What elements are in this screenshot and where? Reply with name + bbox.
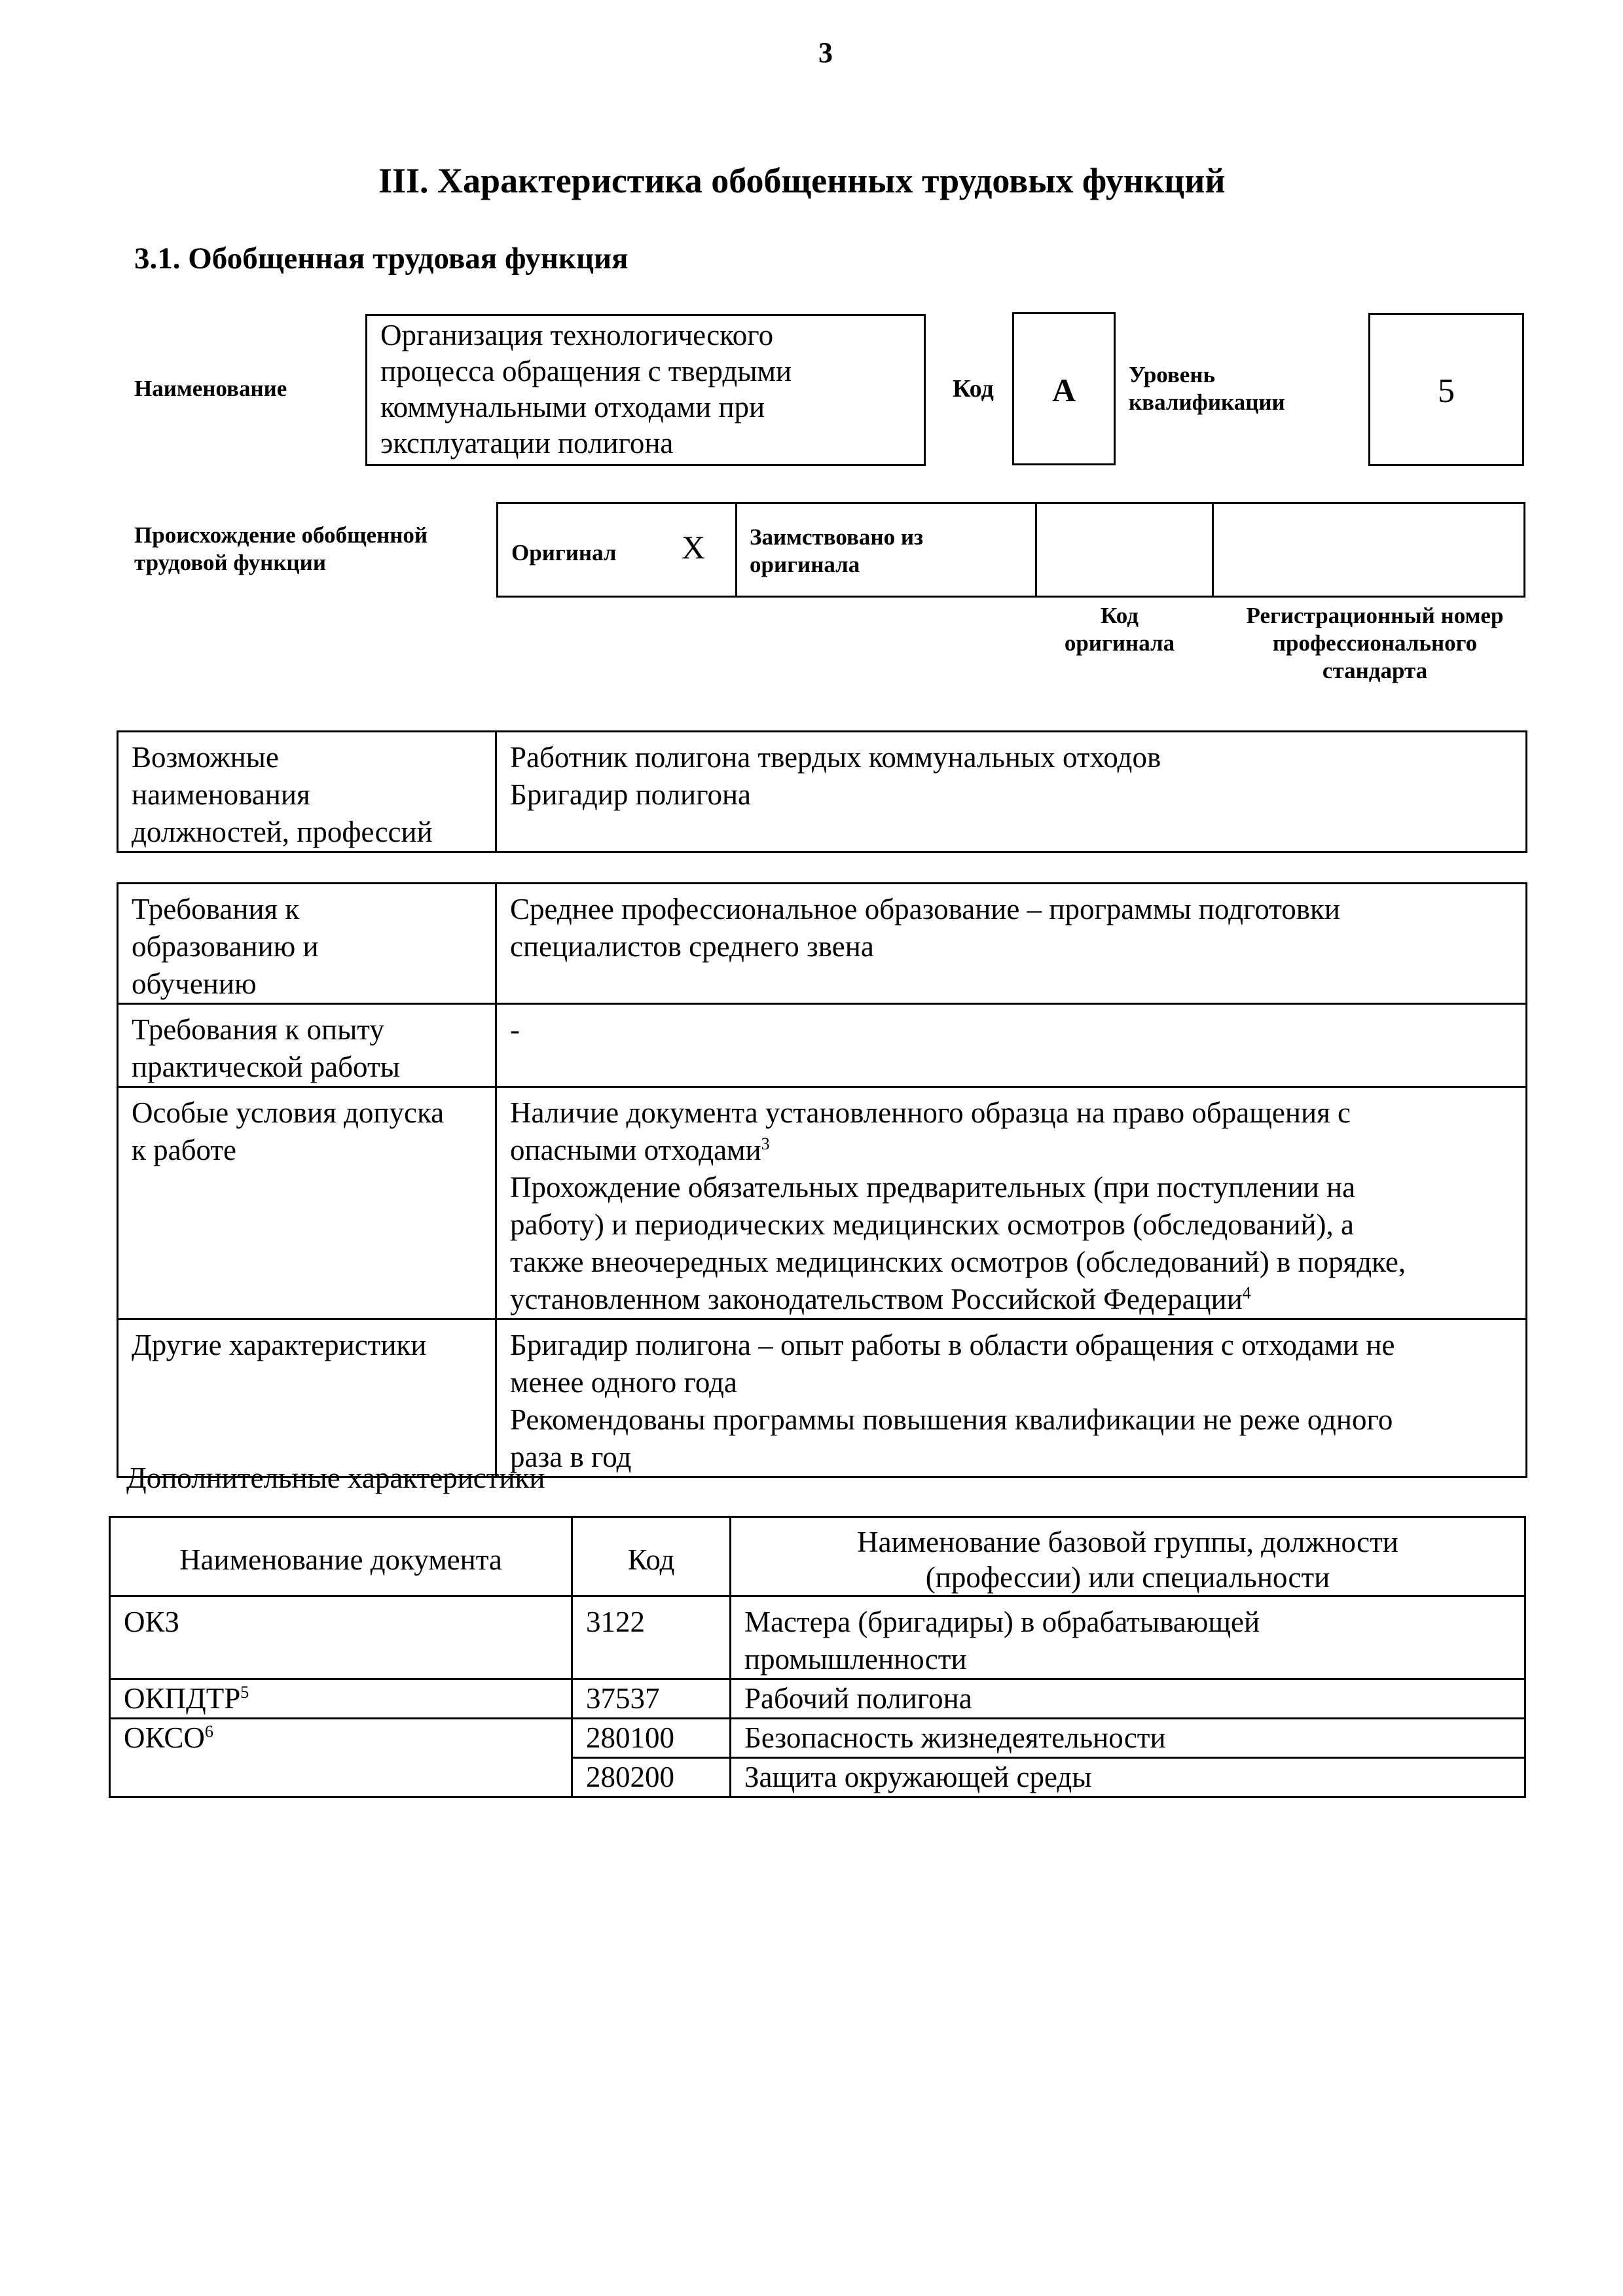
cell-line: также внеочередных медицинских осмотров (обследований) в порядке, <box>510 1246 1406 1278</box>
table-row <box>118 1004 1527 1087</box>
table-row <box>118 1087 1527 1319</box>
cell-line: Среднее профессиональное образование – программы подготовки <box>510 893 1340 925</box>
code-value: А <box>1051 372 1076 408</box>
education-value <box>496 884 1527 1004</box>
cell-text: ОКСО <box>124 1721 205 1754</box>
level-label <box>1129 361 1285 416</box>
table-row <box>118 884 1527 1004</box>
header-line: Наименование базовой группы, должности <box>857 1526 1398 1558</box>
code-label: Код <box>953 375 994 403</box>
cell-line: Требования к опыту <box>132 1013 384 1046</box>
header-code: Код <box>572 1517 731 1596</box>
cell-line: наименования <box>132 778 310 811</box>
doc-cell <box>110 1719 572 1797</box>
positions-value <box>496 732 1527 852</box>
name-cell: Защита окружающей среды <box>731 1758 1525 1797</box>
code-cell: 280200 <box>572 1758 731 1797</box>
table-row <box>118 732 1527 852</box>
cell-line: Прохождение обязательных предварительных (при поступлении на <box>510 1171 1356 1204</box>
code-cell: 3122 <box>572 1596 731 1679</box>
code-cell: 280100 <box>572 1719 731 1758</box>
footnote-ref: 3 <box>761 1134 770 1153</box>
positions-label <box>118 732 496 852</box>
reg-number-caption <box>1218 602 1532 685</box>
cell-line: образованию и <box>132 930 319 963</box>
footnote-ref: 6 <box>204 1722 213 1741</box>
cell-line: практической работы <box>132 1050 400 1083</box>
cell-line: Работник полигона твердых коммунальных отходов <box>510 741 1161 774</box>
level-label-line: квалификации <box>1129 389 1285 415</box>
cell-line: Особые условия допуска <box>132 1096 445 1129</box>
table-header-row <box>110 1517 1525 1596</box>
cell-text: ОКПДТР <box>124 1682 241 1715</box>
positions-table <box>117 730 1527 853</box>
table-row <box>110 1719 1525 1758</box>
cell-line: к работе <box>132 1134 237 1166</box>
origin-label-line: Происхождение обобщенной <box>134 522 428 548</box>
cell-line: менее одного года <box>510 1366 737 1399</box>
name-value <box>380 317 792 461</box>
cell-line <box>510 1132 1512 1169</box>
subsection-title: 3.1. Обобщенная трудовая функция <box>134 242 629 276</box>
footnote-ref: 5 <box>240 1683 249 1702</box>
caption-line: Регистрационный номер <box>1246 603 1504 628</box>
caption-line: оригинала <box>1064 630 1175 656</box>
code-box <box>1012 312 1116 465</box>
table-row <box>110 1679 1525 1719</box>
origin-label-line: трудовой функции <box>134 550 327 575</box>
section-title: III. Характеристика обобщенных трудовых функций <box>378 161 1226 200</box>
borrowed-label <box>750 524 923 579</box>
origin-label <box>134 522 428 577</box>
level-label-line: Уровень <box>1129 362 1216 387</box>
other-characteristics-value <box>496 1319 1527 1477</box>
special-conditions-value <box>496 1087 1527 1319</box>
name-line: коммунальными отходами при <box>380 391 765 423</box>
name-cell: Рабочий полигона <box>731 1679 1525 1719</box>
name-line: процесса обращения с твердыми <box>380 355 792 387</box>
cell-line: Наличие документа установленного образца на право обращения с <box>510 1096 1351 1129</box>
level-box <box>1368 313 1524 466</box>
cell-text: опасными отходами <box>510 1134 761 1166</box>
header-doc: Наименование документа <box>110 1517 572 1596</box>
cell-line: промышленности <box>744 1643 967 1676</box>
name-label: Наименование <box>134 376 287 401</box>
requirements-table <box>117 882 1527 1478</box>
name-line: Организация технологического <box>380 319 774 351</box>
cell-line: специалистов среднего звена <box>510 930 874 963</box>
name-line: эксплуатации полигона <box>380 427 674 459</box>
experience-label <box>118 1004 496 1087</box>
experience-value <box>496 1004 1527 1087</box>
caption-line: стандарта <box>1322 658 1428 683</box>
additional-table <box>109 1516 1526 1798</box>
table-row <box>118 1319 1527 1477</box>
name-cell: Безопасность жизнедеятельности <box>731 1719 1525 1758</box>
cell-line: раза в год <box>510 1441 632 1473</box>
origin-table <box>496 502 1525 598</box>
cell-text: установленном законодательством Российской Федерации <box>510 1283 1243 1316</box>
cell-line: Требования к <box>132 893 300 925</box>
education-label <box>118 884 496 1004</box>
borrowed-label-line: Заимствовано из <box>750 524 924 550</box>
cell-line: Возможные <box>132 741 279 774</box>
code-original-caption <box>1034 602 1205 657</box>
other-characteristics-label <box>118 1319 496 1477</box>
additional-caption: Дополнительные характеристики <box>126 1462 545 1494</box>
header-line: (профессии) или специальности <box>925 1561 1330 1594</box>
cell-line: Бригадир полигона <box>510 778 751 811</box>
header-name <box>731 1517 1525 1596</box>
level-value: 5 <box>1438 372 1455 410</box>
cell-line: Мастера (бригадиры) в обрабатывающей <box>744 1605 1260 1638</box>
doc-cell: ОКЗ <box>110 1596 572 1679</box>
cell-line: Рекомендованы программы повышения квалификации не реже одного <box>510 1403 1393 1436</box>
table-row <box>110 1596 1525 1679</box>
cell-line: должностей, профессий <box>132 816 433 848</box>
cell-line: Бригадир полигона – опыт работы в области обращения с отходами не <box>510 1329 1395 1361</box>
caption-line: Код <box>1101 603 1139 628</box>
cell-line <box>510 1281 1512 1318</box>
borrowed-label-line: оригинала <box>750 552 860 577</box>
name-value-box <box>365 314 926 466</box>
original-mark: X <box>682 529 706 565</box>
special-conditions-label <box>118 1087 496 1319</box>
code-cell: 37537 <box>572 1679 731 1719</box>
cell-line: Другие характеристики <box>132 1329 427 1361</box>
cell-line: - <box>510 1013 520 1046</box>
caption-line: профессионального <box>1272 630 1478 656</box>
cell-line: обучению <box>132 967 257 1000</box>
footnote-ref: 4 <box>1242 1283 1251 1302</box>
doc-cell <box>110 1679 572 1719</box>
cell-line: работу) и периодических медицинских осмотров (обследований), а <box>510 1208 1354 1241</box>
original-label: Оригинал <box>511 540 617 565</box>
page-number: 3 <box>818 37 833 69</box>
name-cell <box>731 1596 1525 1679</box>
